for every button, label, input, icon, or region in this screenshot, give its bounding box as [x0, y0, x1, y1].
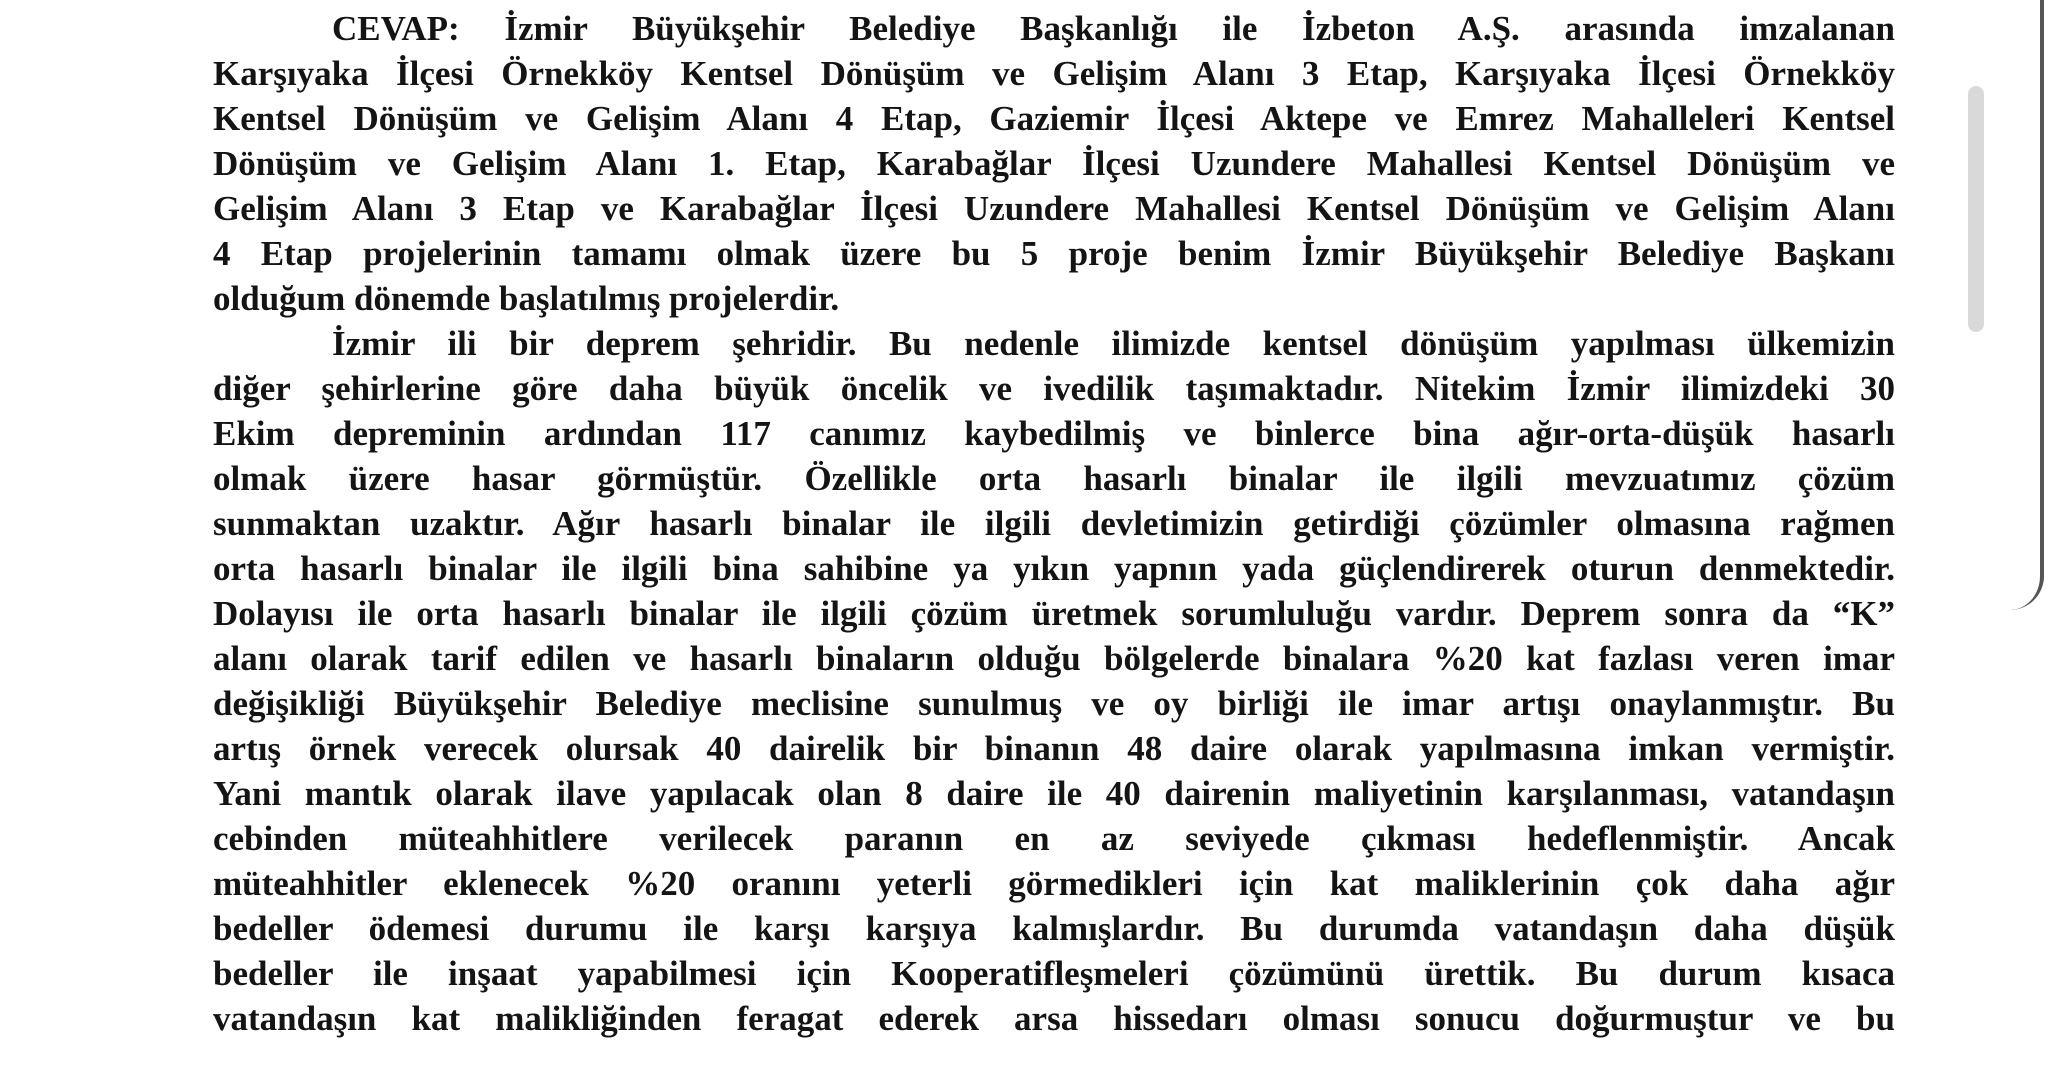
text-line: alanı olarak tarif edilen ve hasarlı binaların olduğu bölgelerde binalara %20 kat fazlası veren imar: [213, 639, 1895, 678]
document-body: [213, 6, 1895, 1041]
window-edge-decoration: [2010, 0, 2044, 610]
scrollbar-thumb[interactable]: [1968, 86, 1984, 332]
text-line: müteahhitler eklenecek %20 oranını yeterli görmedikleri için kat maliklerinin çok daha ağır: [213, 864, 1895, 903]
paragraph-cevap: [213, 6, 1895, 321]
text-line: olmak üzere hasar görmüştür. Özellikle orta hasarlı binalar ile ilgili mevzuatımız çözüm: [213, 459, 1895, 498]
vertical-scrollbar[interactable]: [1962, 78, 1990, 338]
text-line: diğer şehirlerine göre daha büyük öncelik ve ivedilik taşımaktadır. Nitekim İzmir ilimizdeki 30: [213, 369, 1895, 408]
text-line: olduğum dönemde başlatılmış projelerdir.: [213, 279, 840, 318]
text-line: cebinden müteahhitlere verilecek paranın en az seviyede çıkması hedeflenmiştir. Ancak: [213, 819, 1895, 858]
text-line: CEVAP: İzmir Büyükşehir Belediye Başkanlığı ile İzbeton A.Ş. arasında imzalanan: [332, 9, 1895, 48]
text-line: Yani mantık olarak ilave yapılacak olan 8 daire ile 40 dairenin maliyetinin karşılanması, vatandaşın: [213, 774, 1895, 813]
text-line: İzmir ili bir deprem şehridir. Bu nedenle ilimizde kentsel dönüşüm yapılması ülkemizin: [332, 324, 1895, 363]
text-line: 4 Etap projelerinin tamamı olmak üzere bu 5 proje benim İzmir Büyükşehir Belediye Başkanı: [213, 234, 1895, 273]
text-line: Gelişim Alanı 3 Etap ve Karabağlar İlçesi Uzundere Mahallesi Kentsel Dönüşüm ve Gelişim Alanı: [213, 189, 1895, 228]
text-line: vatandaşın kat malikliğinden feragat ederek arsa hissedarı olması sonucu doğurmuştur ve bu: [213, 999, 1895, 1038]
text-line: artış örnek verecek olursak 40 dairelik bir binanın 48 daire olarak yapılmasına imkan vermiştir.: [213, 729, 1895, 768]
text-line: Kentsel Dönüşüm ve Gelişim Alanı 4 Etap, Gaziemir İlçesi Aktepe ve Emrez Mahalleleri Kentsel: [213, 99, 1895, 138]
text-line: orta hasarlı binalar ile ilgili bina sahibine ya yıkın yapnın yada güçlendirerek oturun denmektedir.: [213, 549, 1895, 588]
text-line: sunmaktan uzaktır. Ağır hasarlı binalar ile ilgili devletimizin getirdiği çözümler olmasına rağmen: [213, 504, 1895, 543]
text-line: bedeller ile inşaat yapabilmesi için Kooperatifleşmeleri çözümünü ürettik. Bu durum kısaca: [213, 954, 1895, 993]
text-line: değişikliği Büyükşehir Belediye meclisine sunulmuş ve oy birliği ile imar artışı onaylanmıştır. Bu: [213, 684, 1895, 723]
text-line: Karşıyaka İlçesi Örnekköy Kentsel Dönüşüm ve Gelişim Alanı 3 Etap, Karşıyaka İlçesi Örnekköy: [213, 54, 1895, 93]
text-line: bedeller ödemesi durumu ile karşı karşıya kalmışlardır. Bu durumda vatandaşın daha düşük: [213, 909, 1895, 948]
text-line: Dönüşüm ve Gelişim Alanı 1. Etap, Karabağlar İlçesi Uzundere Mahallesi Kentsel Dönüşüm ve: [213, 144, 1895, 183]
text-line: Ekim depreminin ardından 117 canımız kaybedilmiş ve binlerce bina ağır-orta-düşük hasarlı: [213, 414, 1895, 453]
paragraph-deprem: [213, 321, 1895, 1041]
text-line: Dolayısı ile orta hasarlı binalar ile ilgili çözüm üretmek sorumluluğu vardır. Deprem sonra da “K”: [213, 594, 1895, 633]
